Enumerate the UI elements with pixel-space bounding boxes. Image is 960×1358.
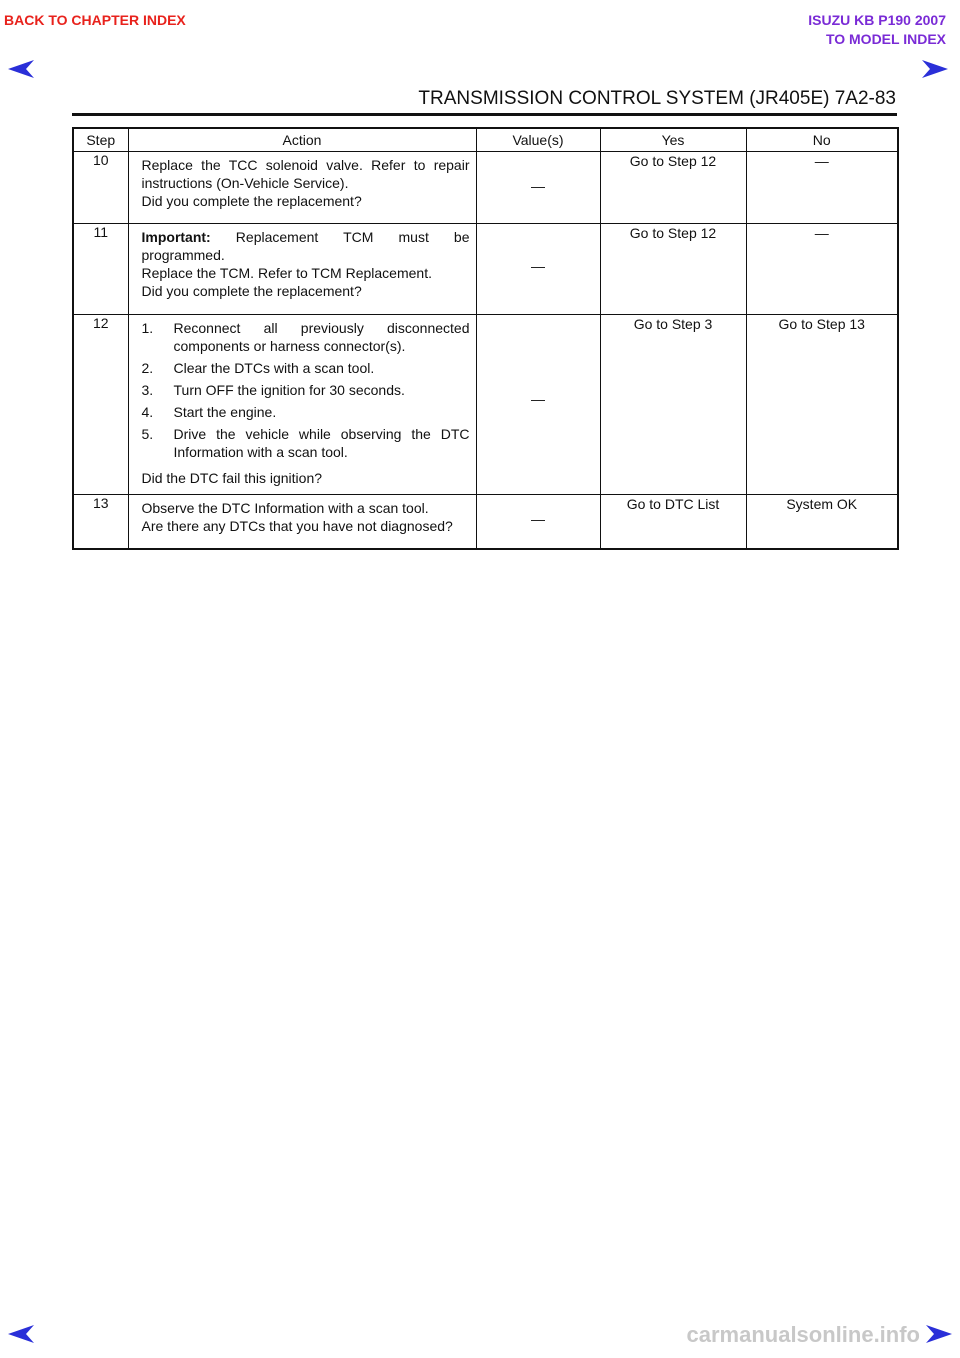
important-text: Replacement TCM must be programmed.: [141, 229, 470, 263]
value-cell: —: [476, 152, 600, 224]
list-item: 2. Clear the DTCs with a scan tool.: [141, 360, 375, 376]
action-text: Observe the DTC Information with a scan tool.: [141, 500, 429, 516]
no-cell: System OK: [746, 495, 898, 549]
action-text: Replace the TCM. Refer to TCM Replacement.: [141, 265, 432, 281]
to-model-index-link[interactable]: TO MODEL INDEX: [825, 31, 946, 47]
table-row: [73, 152, 898, 224]
yes-cell: Go to Step 3: [600, 315, 746, 495]
page-header-title: TRANSMISSION CONTROL SYSTEM (JR405E) 7A2-83: [418, 88, 896, 109]
value-cell: —: [476, 224, 600, 315]
list-item: 4. Start the engine.: [141, 404, 277, 420]
back-to-chapter-index-link[interactable]: BACK TO CHAPTER INDEX: [4, 12, 186, 28]
action-question: Did you complete the replacement?: [141, 193, 362, 209]
no-cell: —: [746, 224, 898, 315]
diagnostic-table: [72, 127, 899, 550]
yes-cell: Go to Step 12: [600, 224, 746, 315]
model-title: ISUZU KB P190 2007: [808, 12, 946, 28]
step-number: 13: [73, 495, 128, 549]
step-number: 12: [73, 315, 128, 495]
value-cell: —: [476, 315, 600, 495]
table-row: [73, 224, 898, 315]
yes-cell: Go to Step 12: [600, 152, 746, 224]
step-number: 10: [73, 152, 128, 224]
no-cell: —: [746, 152, 898, 224]
list-item: 3. Turn OFF the ignition for 30 seconds.: [141, 382, 405, 398]
action-question: Are there any DTCs that you have not diagnosed?: [141, 518, 453, 534]
value-cell: —: [476, 495, 600, 549]
previous-page-arrow-icon[interactable]: [6, 58, 36, 80]
substep-list: [142, 319, 470, 461]
header-divider: [72, 113, 897, 116]
column-header-step: Step: [73, 128, 128, 152]
list-item: 1. Reconnect all previously disconnected components or harness connector(s).: [141, 320, 470, 354]
next-page-arrow-icon[interactable]: [924, 1323, 954, 1345]
table-row: [73, 315, 898, 495]
action-cell: [128, 224, 476, 315]
step-number: 11: [73, 224, 128, 315]
list-item: 5. Drive the vehicle while observing the DTC Information with a scan tool.: [141, 426, 470, 460]
action-cell: [128, 315, 476, 495]
previous-page-arrow-icon[interactable]: [6, 1323, 36, 1345]
site-watermark: carmanualsonline.info: [686, 1322, 920, 1347]
important-label: Important:: [141, 229, 211, 245]
action-cell: [128, 152, 476, 224]
column-header-values: Value(s): [476, 128, 600, 152]
action-cell: [128, 495, 476, 549]
table-header-row: [73, 128, 898, 152]
action-question: Did you complete the replacement?: [141, 283, 362, 299]
column-header-yes: Yes: [600, 128, 746, 152]
next-page-arrow-icon[interactable]: [920, 58, 950, 80]
action-question: Did the DTC fail this ignition?: [141, 470, 323, 486]
no-cell: Go to Step 13: [746, 315, 898, 495]
action-text: Replace the TCC solenoid valve. Refer to repair instructions (On-Vehicle Service).: [141, 157, 470, 191]
table-row: [73, 495, 898, 549]
yes-cell: Go to DTC List: [600, 495, 746, 549]
column-header-action: Action: [128, 128, 476, 152]
column-header-no: No: [746, 128, 898, 152]
important-note: [142, 228, 470, 264]
